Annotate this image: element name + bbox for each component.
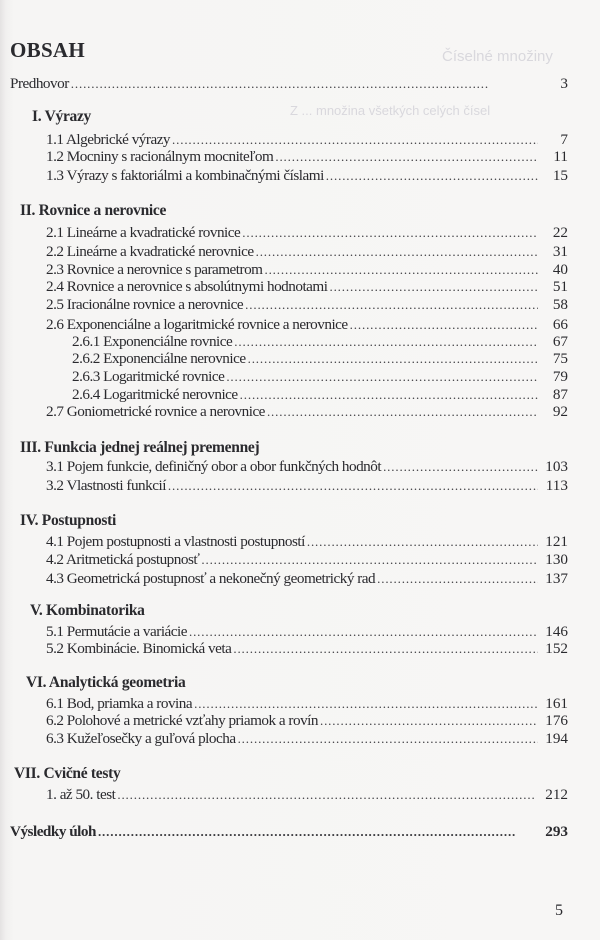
dot-leader: [256, 243, 538, 260]
toc-page-number: 113: [545, 477, 568, 494]
toc-entry[interactable]: [46, 316, 568, 333]
toc-page-number: 92: [552, 403, 568, 420]
toc-entry-label: 6.2 Polohové a metrické vzťahy priamok a rovín: [46, 712, 318, 729]
toc-entry-label: 1.3 Výrazy s faktoriálmi a kombinačnými číslami: [46, 167, 324, 184]
dot-leader: [326, 167, 538, 184]
toc-entry[interactable]: [46, 551, 568, 568]
dot-leader: [189, 623, 538, 640]
toc-page-number: 293: [545, 823, 568, 840]
dot-leader: [329, 278, 538, 295]
toc-entry[interactable]: [46, 403, 568, 420]
toc-page-number: 152: [545, 640, 568, 657]
toc-entry[interactable]: [46, 261, 568, 278]
dot-leader: [383, 458, 538, 475]
toc-entry-label: 2.6.2 Exponenciálne nerovnice: [72, 350, 246, 367]
toc-page-number: 3: [560, 75, 568, 92]
chapter-heading: V. Kombinatorika: [30, 602, 145, 619]
page-title: OBSAH: [10, 38, 86, 62]
toc-page-number: 15: [552, 167, 568, 184]
dot-leader: [307, 533, 538, 550]
dot-leader: [172, 131, 538, 148]
toc-entry-label: 2.2 Lineárne a kvadratické nerovnice: [46, 243, 254, 260]
dot-leader: [98, 823, 538, 840]
dot-leader: [248, 350, 538, 367]
toc-entry-label: 5.2 Kombinácie. Binomická veta: [46, 640, 232, 657]
toc-entry-label: 2.6.4 Logaritmické nerovnice: [72, 386, 238, 403]
toc-page-number: 121: [545, 533, 568, 550]
toc-entry[interactable]: [46, 477, 568, 494]
toc-page-number: 137: [545, 570, 568, 587]
page-number: 5: [555, 902, 563, 919]
chapter-heading: VI. Analytická geometria: [26, 674, 186, 691]
toc-page-number: 51: [552, 278, 568, 295]
toc-page-number: 161: [545, 695, 568, 712]
toc-entry-label: 1.2 Mocniny s racionálnym mocniteľom: [46, 148, 274, 165]
toc-entry-label: 2.6.1 Exponenciálne rovnice: [72, 333, 233, 350]
toc-entry-label: 6.1 Bod, priamka a rovina: [46, 695, 193, 712]
toc-entry-label: Výsledky úloh: [10, 823, 96, 840]
toc-entry[interactable]: [46, 243, 568, 260]
toc-page-number: 87: [552, 386, 568, 403]
dot-leader: [201, 551, 538, 568]
toc-entry-label: 2.1 Lineárne a kvadratické rovnice: [46, 224, 241, 241]
toc-entry-label: 4.1 Pojem postupnosti a vlastnosti postupností: [46, 533, 305, 550]
toc-entry-label: 2.5 Iracionálne rovnice a nerovnice: [46, 296, 244, 313]
toc-entry-label: 1.1 Algebrické výrazy: [46, 131, 171, 148]
toc-entry[interactable]: [46, 533, 568, 550]
dot-leader: [233, 640, 538, 657]
toc-entry-label: 6.3 Kužeľosečky a guľová plocha: [46, 730, 236, 747]
dot-leader: [117, 786, 538, 803]
toc-entry-label: 2.4 Rovnice a nerovnice s absolútnymi hodnotami: [46, 278, 328, 295]
dot-leader: [245, 296, 538, 313]
dot-leader: [242, 224, 538, 241]
toc-entry-label: Predhovor: [10, 75, 69, 92]
toc-page-number: 75: [552, 350, 568, 367]
chapter-heading: II. Rovnice a nerovnice: [20, 202, 167, 219]
dot-leader: [71, 75, 538, 92]
dot-leader: [350, 316, 538, 333]
toc-entry[interactable]: [46, 640, 568, 657]
toc-page-number: 130: [545, 551, 568, 568]
dot-leader: [168, 477, 538, 494]
dot-leader: [264, 261, 538, 278]
toc-page-number: 66: [552, 316, 568, 333]
toc-subentry[interactable]: [72, 386, 568, 403]
toc-entry[interactable]: [46, 786, 568, 803]
toc-page-number: 212: [545, 786, 568, 803]
toc-page-number: 7: [560, 131, 568, 148]
toc-entry-label: 2.6 Exponenciálne a logaritmické rovnice a nerovnice: [46, 316, 348, 333]
toc-page-number: 11: [553, 148, 568, 165]
toc-page-number: 67: [552, 333, 568, 350]
chapter-heading: III. Funkcia jednej reálnej premennej: [20, 439, 260, 456]
toc-entry[interactable]: [46, 623, 568, 640]
toc-entry[interactable]: [46, 131, 568, 148]
toc-entry[interactable]: [46, 695, 568, 712]
toc-subentry[interactable]: [72, 333, 568, 350]
toc-entry-label: 3.1 Pojem funkcie, definičný obor a obor funkčných hodnôt: [46, 458, 382, 475]
toc-entry-label: 4.2 Aritmetická postupnosť: [46, 551, 200, 568]
toc-entry-results[interactable]: [10, 823, 568, 840]
toc-entry-preface[interactable]: [10, 75, 568, 92]
dot-leader: [267, 403, 538, 420]
dot-leader: [377, 570, 538, 587]
dot-leader: [194, 695, 538, 712]
toc-entry[interactable]: [46, 458, 568, 475]
toc-page-number: 79: [552, 368, 568, 385]
toc-page-number: 103: [545, 458, 568, 475]
dot-leader: [226, 368, 538, 385]
chapter-heading: IV. Postupnosti: [20, 512, 117, 529]
toc-entry[interactable]: [46, 296, 568, 313]
dot-leader: [320, 712, 538, 729]
toc-entry-label: 4.3 Geometrická postupnosť a nekonečný geometrický rad: [46, 570, 376, 587]
toc-entry[interactable]: [46, 712, 568, 729]
show-through-line: Z ... množina všetkých celých čísel: [290, 103, 491, 118]
toc-page-number: 31: [552, 243, 568, 260]
toc-entry[interactable]: [46, 570, 568, 587]
toc-page-number: 40: [552, 261, 568, 278]
toc-subentry[interactable]: [72, 350, 568, 367]
toc-entry-label: 1. až 50. test: [46, 786, 116, 803]
dot-leader: [240, 386, 538, 403]
toc-entry-label: 2.3 Rovnice a nerovnice s parametrom: [46, 261, 263, 278]
toc-entry[interactable]: [46, 278, 568, 295]
toc-page-number: 58: [552, 296, 568, 313]
toc-entry[interactable]: [46, 224, 568, 241]
dot-leader: [275, 148, 538, 165]
dot-leader: [238, 730, 538, 747]
toc-entry[interactable]: [46, 167, 568, 184]
dot-leader: [234, 333, 538, 350]
toc-page-number: 22: [552, 224, 568, 241]
toc-entry-label: 5.1 Permutácie a variácie: [46, 623, 187, 640]
chapter-heading: VII. Cvičné testy: [14, 765, 121, 782]
toc-entry[interactable]: [46, 730, 568, 747]
toc-entry[interactable]: [46, 148, 568, 165]
toc-page-number: 194: [545, 730, 568, 747]
toc-page-number: 176: [545, 712, 568, 729]
toc-subentry[interactable]: [72, 368, 568, 385]
toc-page-number: 146: [545, 623, 568, 640]
toc-entry-label: 2.7 Goniometrické rovnice a nerovnice: [46, 403, 265, 420]
show-through-heading: Číselné množiny: [442, 48, 553, 65]
chapter-heading: I. Výrazy: [32, 108, 92, 125]
toc-entry-label: 3.2 Vlastnosti funkcií: [46, 477, 166, 494]
toc-entry-label: 2.6.3 Logaritmické rovnice: [72, 368, 225, 385]
